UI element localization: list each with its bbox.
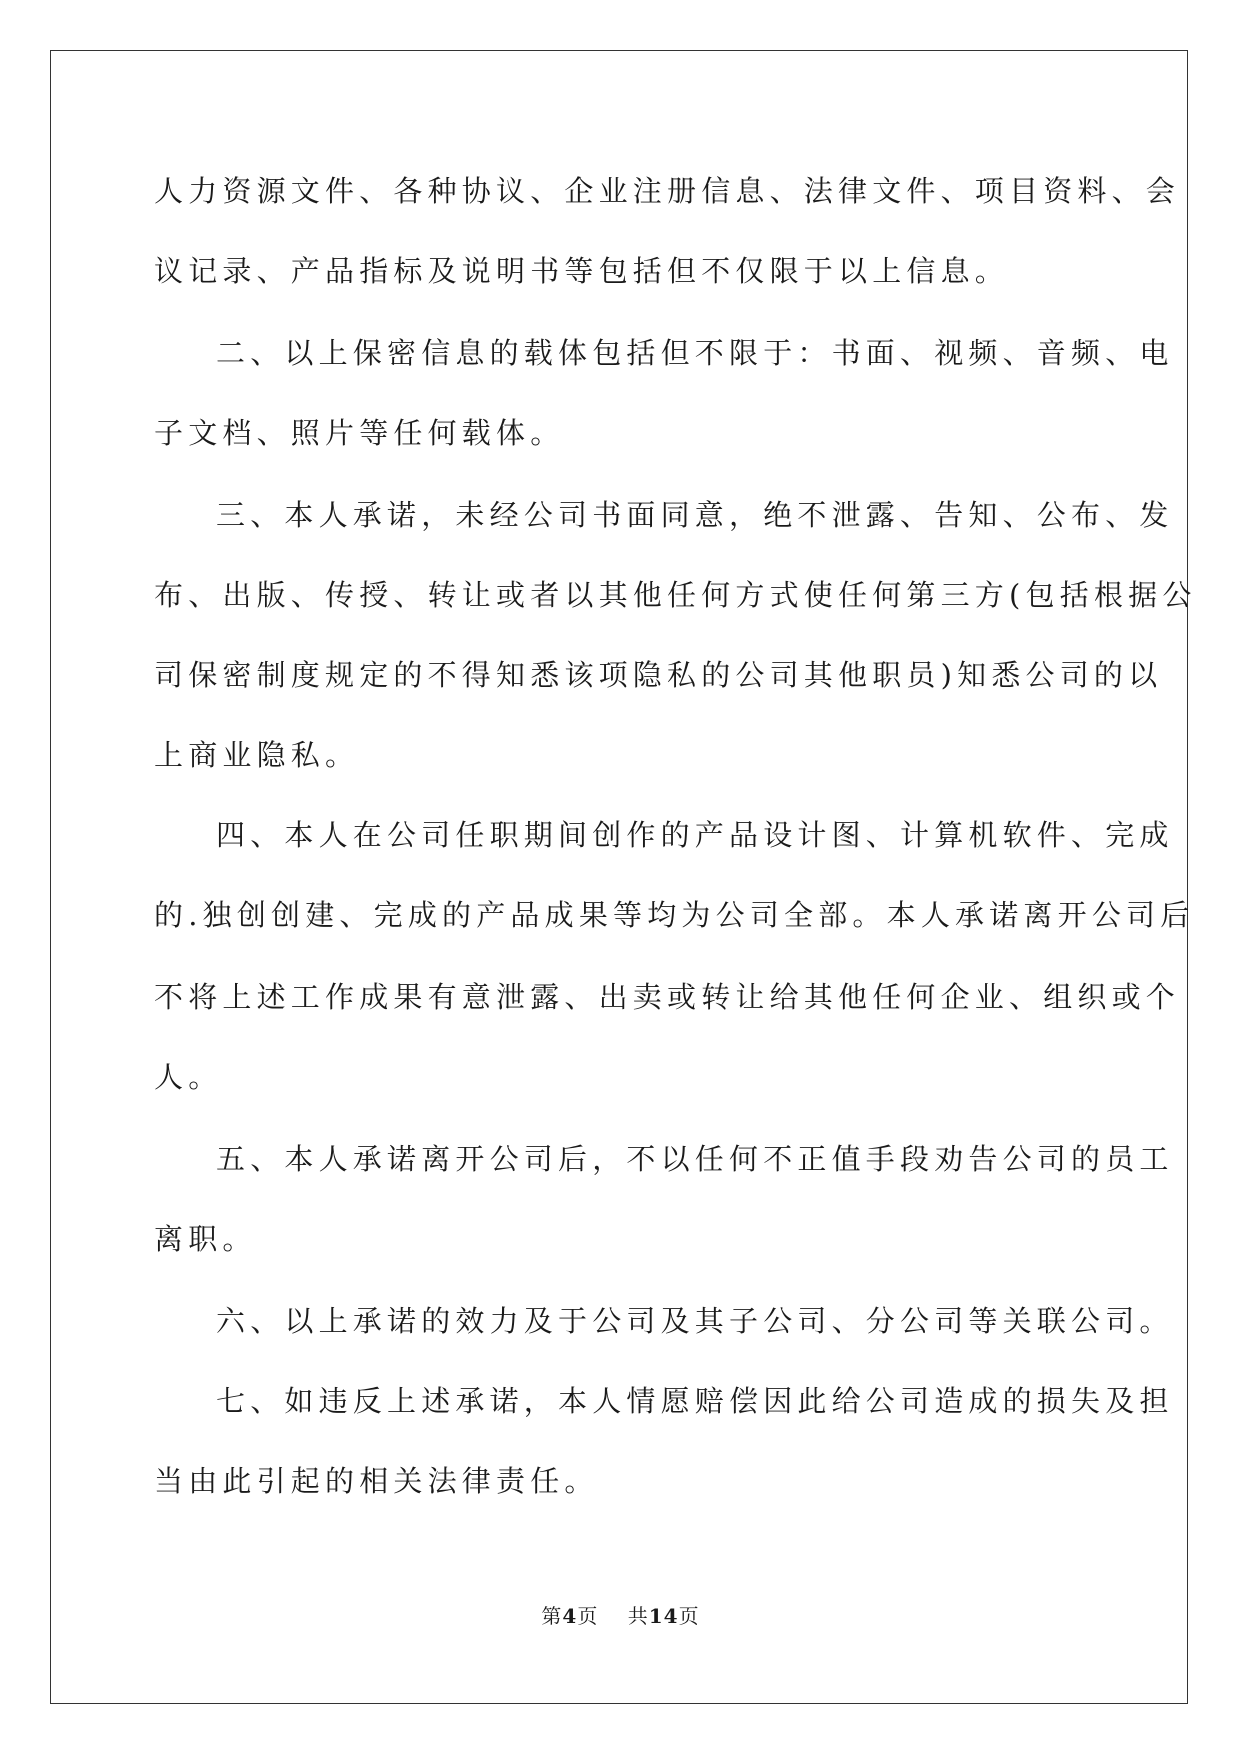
text-line: 七、如违反上述承诺，本人情愿赔偿因此给公司造成的损失及担 bbox=[216, 1384, 1174, 1418]
text-line: 上商业隐私。 bbox=[154, 738, 360, 772]
total-pages-indicator: 共14页 bbox=[627, 1604, 700, 1628]
text-line: 子文档、照片等任何载体。 bbox=[154, 416, 565, 450]
page-indicator: 第4页 bbox=[541, 1604, 599, 1628]
text-line: 不将上述工作成果有意泄露、出卖或转让给其他任何企业、组织或个 bbox=[154, 980, 1181, 1014]
text-line: 当由此引起的相关法律责任。 bbox=[154, 1464, 599, 1498]
text-line: 人力资源文件、各种协议、企业注册信息、法律文件、项目资料、会 bbox=[154, 174, 1181, 208]
text-line: 议记录、产品指标及说明书等包括但不仅限于以上信息。 bbox=[154, 254, 1010, 288]
text-line: 四、本人在公司任职期间创作的产品设计图、计算机软件、完成 bbox=[216, 818, 1174, 852]
text-line: 二、以上保密信息的载体包括但不限于：书面、视频、音频、电 bbox=[216, 336, 1174, 370]
page-number: 4 bbox=[562, 1604, 578, 1628]
text-line: 的.独创创建、完成的产品成果等均为公司全部。本人承诺离开公司后 bbox=[154, 898, 1195, 932]
text-line: 五、本人承诺离开公司后，不以任何不正值手段劝告公司的员工 bbox=[216, 1142, 1174, 1176]
total-pages: 14 bbox=[648, 1604, 679, 1628]
text-line: 布、出版、传授、转让或者以其他任何方式使任何第三方(包括根据公 bbox=[154, 578, 1197, 612]
text-line: 离职。 bbox=[154, 1222, 257, 1256]
text-line: 司保密制度规定的不得知悉该项隐私的公司其他职员)知悉公司的以 bbox=[154, 658, 1163, 692]
text-line: 六、以上承诺的效力及于公司及其子公司、分公司等关联公司。 bbox=[216, 1304, 1174, 1338]
page-border bbox=[50, 50, 1188, 1704]
text-line: 三、本人承诺，未经公司书面同意，绝不泄露、告知、公布、发 bbox=[216, 498, 1174, 532]
text-line: 人。 bbox=[154, 1060, 223, 1094]
page-footer bbox=[0, 1602, 1241, 1630]
